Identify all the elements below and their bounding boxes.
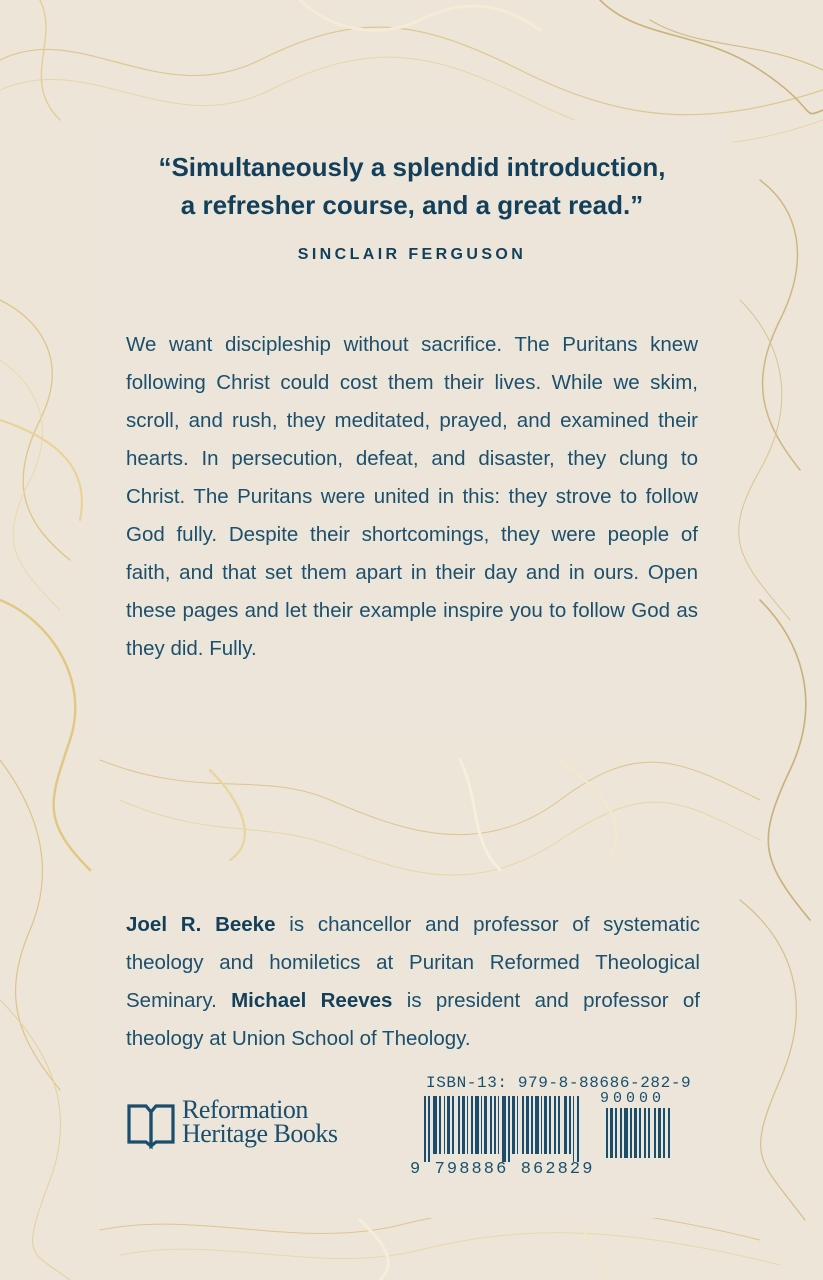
- barcode-bar: [498, 1096, 499, 1154]
- barcode-bar: [554, 1096, 556, 1154]
- barcode-bar: [658, 1108, 661, 1158]
- barcode-bar: [526, 1096, 529, 1154]
- barcode-bar: [569, 1096, 571, 1154]
- barcode-bar: [549, 1096, 551, 1154]
- publisher-name-line1: Reformation: [182, 1095, 308, 1124]
- barcode-bar: [481, 1096, 482, 1154]
- barcode-bar: [535, 1096, 539, 1154]
- barcode-bar: [564, 1096, 567, 1154]
- barcode-digits: 9 798886 862829: [410, 1160, 595, 1179]
- barcode-bar: [512, 1096, 515, 1154]
- author2-bio: is president and professor of theology at Union School of Theology.: [126, 989, 700, 1050]
- barcode-bar: [508, 1096, 510, 1162]
- barcode-bar: [558, 1096, 560, 1154]
- barcode-bar: [654, 1108, 656, 1158]
- endorsement-attribution: SINCLAIR FERGUSON: [297, 246, 527, 263]
- barcode-bar: [639, 1108, 641, 1158]
- addon-barcode: [606, 1108, 698, 1174]
- barcode-bar: [471, 1096, 473, 1154]
- barcode-bar: [610, 1108, 613, 1158]
- quote-line-1: “Simultaneously a splendid introduction,: [158, 152, 666, 182]
- barcode-bar: [606, 1108, 608, 1158]
- barcode-bar: [648, 1108, 650, 1158]
- barcode-bar: [458, 1096, 460, 1154]
- barcode-bar: [668, 1108, 670, 1158]
- ean-barcode: [424, 1096, 604, 1162]
- author1-name: Joel R. Beeke: [126, 913, 276, 936]
- barcode-bar: [577, 1096, 579, 1162]
- barcode-bar: [475, 1096, 479, 1154]
- barcode-bar: [531, 1096, 533, 1154]
- open-book-icon: [126, 1102, 176, 1150]
- barcode-bar: [439, 1096, 441, 1154]
- barcode-bar: [544, 1096, 547, 1154]
- author1-bio: is chancellor and professor of systematic theology and homiletics at Puritan Reformed Theological Seminary.: [126, 913, 701, 1012]
- price-code: 90000: [600, 1090, 666, 1107]
- barcode-bar: [630, 1108, 632, 1158]
- publisher-logo: [126, 1095, 386, 1158]
- barcode-bar: [502, 1096, 506, 1162]
- barcode-bar: [484, 1096, 487, 1154]
- endorsement-quote: [92, 148, 732, 224]
- barcode-bar: [452, 1096, 454, 1154]
- barcode-bar: [444, 1096, 445, 1154]
- barcode-bar: [428, 1096, 430, 1162]
- barcode-bar: [624, 1108, 628, 1158]
- quote-line-2: a refresher course, and a great read.”: [180, 190, 644, 220]
- book-description: We want discipleship without sacrifice. The Puritans knew following Christ could cost them their lives. While we skim, scroll, and rush, they meditated, prayed, and examined their hearts. In persecution, defeat, and disaster, they clung to Christ. The Puritans were united in this: they strove to follow God fully. Despite their shortcomings, they were people of faith, and that set them apart in their day and in ours. Open these pages and let their example inspire you to follow God as they did. Fully.: [126, 333, 698, 660]
- publisher-name: [182, 1095, 338, 1148]
- barcode-bar: [615, 1108, 617, 1158]
- barcode-bar: [522, 1096, 524, 1154]
- barcode-bar: [620, 1108, 622, 1158]
- barcode-bar: [494, 1096, 496, 1154]
- barcode-bar: [573, 1096, 574, 1162]
- barcode-bar: [490, 1096, 492, 1154]
- barcode-bar: [644, 1108, 646, 1158]
- barcode-bar: [517, 1096, 518, 1154]
- barcode-bar: [462, 1096, 465, 1154]
- barcode-bar: [447, 1096, 450, 1154]
- barcode-bar: [541, 1096, 542, 1154]
- isbn-label: ISBN-13: 979-8-88686-282-9: [426, 1074, 692, 1092]
- barcode-bar: [424, 1096, 426, 1162]
- barcode-bar: [634, 1108, 637, 1158]
- author2-name: Michael Reeves: [231, 989, 393, 1012]
- author-bio: [126, 906, 700, 1058]
- publisher-name-line2: Heritage Books: [182, 1119, 338, 1148]
- barcode-bar: [663, 1108, 665, 1158]
- barcode-bar: [467, 1096, 468, 1154]
- barcode-bar: [433, 1096, 437, 1154]
